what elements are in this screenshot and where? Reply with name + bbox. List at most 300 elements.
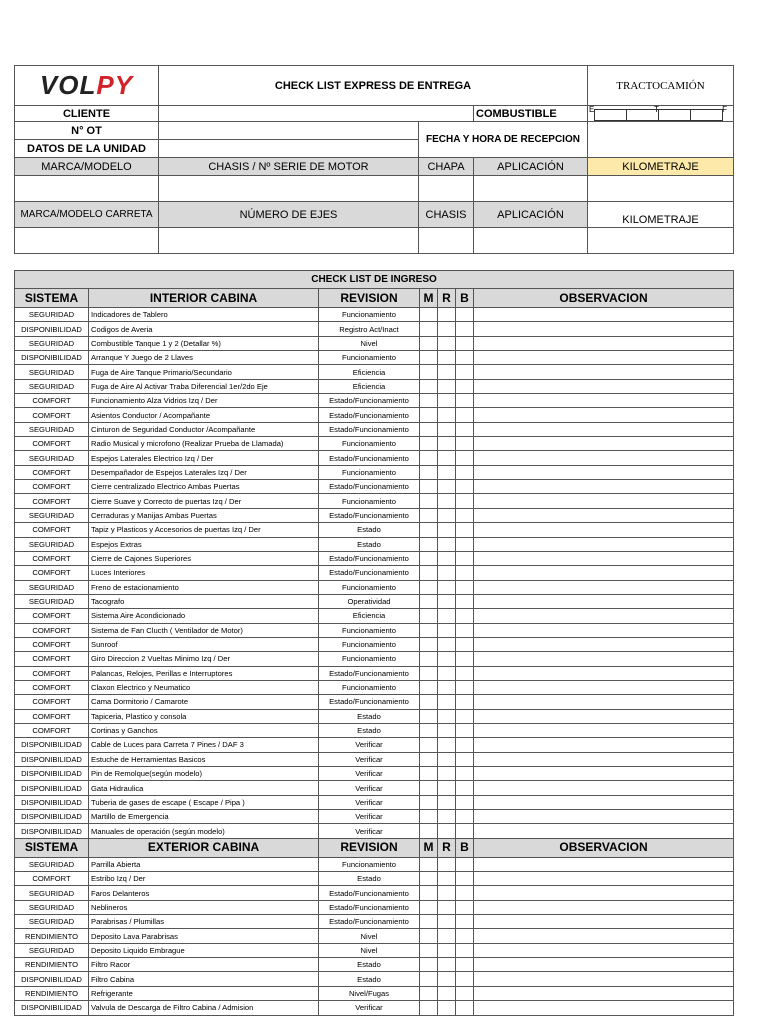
check-b[interactable] [456, 623, 474, 637]
check-b[interactable] [456, 929, 474, 943]
check-r[interactable] [438, 365, 456, 379]
check-r[interactable] [438, 623, 456, 637]
check-r[interactable] [438, 824, 456, 838]
observacion-cell[interactable] [474, 752, 734, 766]
observacion-cell[interactable] [474, 824, 734, 838]
r-header: R [438, 838, 456, 857]
check-m[interactable] [420, 422, 438, 436]
checklist-row [15, 723, 734, 737]
check-m[interactable] [420, 986, 438, 1000]
check-r[interactable] [438, 695, 456, 709]
check-m[interactable] [420, 551, 438, 565]
observacion-cell[interactable] [474, 580, 734, 594]
check-r[interactable] [438, 795, 456, 809]
check-b[interactable] [456, 723, 474, 737]
check-r[interactable] [438, 609, 456, 623]
check-r[interactable] [438, 494, 456, 508]
check-m[interactable] [420, 322, 438, 336]
check-r[interactable] [438, 422, 456, 436]
check-m[interactable] [420, 451, 438, 465]
check-b[interactable] [456, 738, 474, 752]
observacion-cell[interactable] [474, 915, 734, 929]
check-b[interactable] [456, 781, 474, 795]
observacion-cell[interactable] [474, 1001, 734, 1015]
observacion-cell[interactable] [474, 872, 734, 886]
checklist-row [15, 915, 734, 929]
kilometraje-carreta-label: KILOMETRAJE [588, 202, 734, 228]
check-b[interactable] [456, 308, 474, 322]
r-header: R [438, 289, 456, 308]
check-m[interactable] [420, 886, 438, 900]
check-b[interactable] [456, 566, 474, 580]
checklist-row [15, 480, 734, 494]
check-m[interactable] [420, 872, 438, 886]
check-m[interactable] [420, 379, 438, 393]
check-r[interactable] [438, 379, 456, 393]
check-r[interactable] [438, 872, 456, 886]
check-r[interactable] [438, 767, 456, 781]
check-m[interactable] [420, 695, 438, 709]
observacion-cell[interactable] [474, 594, 734, 608]
check-b[interactable] [456, 958, 474, 972]
check-b[interactable] [456, 824, 474, 838]
check-b[interactable] [456, 394, 474, 408]
cliente-field[interactable] [159, 106, 474, 122]
item-cell: Arranque Y Juego de 2 Llaves [89, 351, 319, 365]
check-m[interactable] [420, 958, 438, 972]
ejes-field[interactable] [159, 228, 419, 254]
sistema-cell: SEGURIDAD [15, 508, 89, 522]
observacion-cell[interactable] [474, 943, 734, 957]
checklist-row [15, 566, 734, 580]
check-m[interactable] [420, 351, 438, 365]
ot-field[interactable] [159, 122, 419, 140]
check-r[interactable] [438, 738, 456, 752]
check-b[interactable] [456, 422, 474, 436]
revision-cell: Nivel [319, 943, 420, 957]
observacion-cell[interactable] [474, 365, 734, 379]
fuel-gauge[interactable] [588, 106, 734, 122]
revision-cell: Funcionamiento [319, 437, 420, 451]
check-r[interactable] [438, 408, 456, 422]
check-m[interactable] [420, 566, 438, 580]
observacion-cell[interactable] [474, 709, 734, 723]
check-m[interactable] [420, 824, 438, 838]
check-m[interactable] [420, 795, 438, 809]
revision-cell: Estado [319, 709, 420, 723]
observacion-cell[interactable] [474, 609, 734, 623]
observacion-cell[interactable] [474, 767, 734, 781]
observacion-cell[interactable] [474, 408, 734, 422]
vehicle-type: TRACTOCAMIÓN [588, 66, 734, 106]
revision-cell: Funcionamiento [319, 680, 420, 694]
check-r[interactable] [438, 523, 456, 537]
check-r[interactable] [438, 451, 456, 465]
check-r[interactable] [438, 752, 456, 766]
observacion-cell[interactable] [474, 666, 734, 680]
item-cell: Refrigerante [89, 986, 319, 1000]
observacion-cell[interactable] [474, 680, 734, 694]
check-m[interactable] [420, 494, 438, 508]
m-header: M [420, 289, 438, 308]
check-m[interactable] [420, 943, 438, 957]
check-r[interactable] [438, 915, 456, 929]
sistema-header: SISTEMA [15, 289, 89, 308]
checklist-row [15, 465, 734, 479]
combustible-label: COMBUSTIBLE [474, 106, 588, 122]
check-b[interactable] [456, 709, 474, 723]
check-m[interactable] [420, 738, 438, 752]
fuel-mark-t: T [654, 105, 659, 114]
check-b[interactable] [456, 480, 474, 494]
sistema-cell: DISPONIBILIDAD [15, 824, 89, 838]
check-b[interactable] [456, 365, 474, 379]
aplicacion-carreta-field[interactable] [474, 228, 588, 254]
item-cell: Tapiz y Plasticos y Accesorios de puertas Izq / Der [89, 523, 319, 537]
kilometraje-label: KILOMETRAJE [588, 158, 734, 176]
item-cell: Cierre centralizado Electrico Ambas Puertas [89, 480, 319, 494]
sistema-cell: DISPONIBILIDAD [15, 738, 89, 752]
observacion-cell[interactable] [474, 437, 734, 451]
check-m[interactable] [420, 972, 438, 986]
item-cell: Faros Delanteros [89, 886, 319, 900]
check-m[interactable] [420, 480, 438, 494]
checklist-row [15, 308, 734, 322]
check-r[interactable] [438, 336, 456, 350]
item-cell: Neblineros [89, 900, 319, 914]
check-r[interactable] [438, 886, 456, 900]
check-m[interactable] [420, 609, 438, 623]
checklist-row [15, 752, 734, 766]
logo-text: VOLPY [39, 70, 134, 100]
check-b[interactable] [456, 609, 474, 623]
check-b[interactable] [456, 986, 474, 1000]
check-m[interactable] [420, 465, 438, 479]
check-b[interactable] [456, 551, 474, 565]
check-b[interactable] [456, 494, 474, 508]
observacion-cell[interactable] [474, 336, 734, 350]
check-b[interactable] [456, 437, 474, 451]
check-r[interactable] [438, 958, 456, 972]
check-b[interactable] [456, 508, 474, 522]
check-b[interactable] [456, 465, 474, 479]
observacion-cell[interactable] [474, 929, 734, 943]
sistema-cell: COMFORT [15, 551, 89, 565]
observacion-cell[interactable] [474, 508, 734, 522]
sistema-cell: DISPONIBILIDAD [15, 795, 89, 809]
revision-cell: Operatividad [319, 594, 420, 608]
observacion-cell[interactable] [474, 422, 734, 436]
check-r[interactable] [438, 723, 456, 737]
chasis-label: CHASIS [419, 202, 474, 228]
check-r[interactable] [438, 308, 456, 322]
observacion-cell[interactable] [474, 537, 734, 551]
check-r[interactable] [438, 465, 456, 479]
observacion-cell[interactable] [474, 566, 734, 580]
check-b[interactable] [456, 795, 474, 809]
check-r[interactable] [438, 508, 456, 522]
kilometraje-field[interactable] [588, 176, 734, 202]
check-b[interactable] [456, 886, 474, 900]
checklist-row [15, 580, 734, 594]
sistema-cell: SEGURIDAD [15, 537, 89, 551]
check-m[interactable] [420, 752, 438, 766]
item-cell: Tuberia de gases de escape ( Escape / Pipa ) [89, 795, 319, 809]
observacion-cell[interactable] [474, 900, 734, 914]
check-r[interactable] [438, 394, 456, 408]
check-m[interactable] [420, 594, 438, 608]
checklist-row [15, 767, 734, 781]
marca-modelo-field[interactable] [15, 176, 159, 202]
sistema-cell: COMFORT [15, 666, 89, 680]
check-m[interactable] [420, 623, 438, 637]
observacion-cell[interactable] [474, 652, 734, 666]
check-r[interactable] [438, 637, 456, 651]
observacion-cell[interactable] [474, 494, 734, 508]
observacion-cell[interactable] [474, 322, 734, 336]
observacion-cell[interactable] [474, 886, 734, 900]
check-r[interactable] [438, 781, 456, 795]
revision-cell: Nivel [319, 929, 420, 943]
check-r[interactable] [438, 580, 456, 594]
observacion-cell[interactable] [474, 308, 734, 322]
check-b[interactable] [456, 915, 474, 929]
observacion-cell[interactable] [474, 465, 734, 479]
check-r[interactable] [438, 652, 456, 666]
revision-cell: Estado/Funcionamiento [319, 566, 420, 580]
sistema-cell: DISPONIBILIDAD [15, 351, 89, 365]
item-cell: Funcionamiento Alza Vidrios Izq / Der [89, 394, 319, 408]
check-m[interactable] [420, 810, 438, 824]
fecha-field[interactable] [588, 122, 734, 158]
check-m[interactable] [420, 394, 438, 408]
check-b[interactable] [456, 680, 474, 694]
item-cell: Estribo Izq / Der [89, 872, 319, 886]
sistema-cell: COMFORT [15, 437, 89, 451]
sistema-cell: DISPONIBILIDAD [15, 1001, 89, 1015]
checklist-row [15, 709, 734, 723]
check-b[interactable] [456, 451, 474, 465]
check-r[interactable] [438, 351, 456, 365]
revision-cell: Estado/Funcionamiento [319, 695, 420, 709]
check-b[interactable] [456, 943, 474, 957]
item-cell: Sunroof [89, 637, 319, 651]
observacion-cell[interactable] [474, 623, 734, 637]
page-title: CHECK LIST EXPRESS DE ENTREGA [159, 66, 588, 106]
check-m[interactable] [420, 857, 438, 871]
revision-cell: Nivel [319, 336, 420, 350]
revision-cell: Verificar [319, 752, 420, 766]
marca-carreta-label: MARCA/MODELO CARRETA [15, 202, 159, 228]
check-m[interactable] [420, 915, 438, 929]
check-b[interactable] [456, 857, 474, 871]
check-r[interactable] [438, 437, 456, 451]
check-b[interactable] [456, 1001, 474, 1015]
checklist-row [15, 900, 734, 914]
check-b[interactable] [456, 752, 474, 766]
check-r[interactable] [438, 680, 456, 694]
observacion-cell[interactable] [474, 738, 734, 752]
check-m[interactable] [420, 508, 438, 522]
check-b[interactable] [456, 666, 474, 680]
check-b[interactable] [456, 351, 474, 365]
item-cell: Filtro Cabina [89, 972, 319, 986]
sistema-cell: SEGURIDAD [15, 857, 89, 871]
observacion-cell[interactable] [474, 810, 734, 824]
sistema-cell: DISPONIBILIDAD [15, 810, 89, 824]
sistema-cell: SEGURIDAD [15, 943, 89, 957]
check-b[interactable] [456, 872, 474, 886]
check-r[interactable] [438, 900, 456, 914]
check-b[interactable] [456, 594, 474, 608]
sistema-header: SISTEMA [15, 838, 89, 857]
check-m[interactable] [420, 365, 438, 379]
check-b[interactable] [456, 379, 474, 393]
revision-cell: Verificar [319, 824, 420, 838]
check-m[interactable] [420, 437, 438, 451]
observacion-cell[interactable] [474, 480, 734, 494]
observacion-cell[interactable] [474, 394, 734, 408]
check-r[interactable] [438, 943, 456, 957]
check-b[interactable] [456, 408, 474, 422]
observacion-cell[interactable] [474, 781, 734, 795]
check-b[interactable] [456, 336, 474, 350]
check-r[interactable] [438, 322, 456, 336]
observacion-cell[interactable] [474, 637, 734, 651]
check-m[interactable] [420, 666, 438, 680]
check-m[interactable] [420, 723, 438, 737]
check-b[interactable] [456, 767, 474, 781]
sistema-cell: RENDIMIENTO [15, 986, 89, 1000]
observacion-cell[interactable] [474, 351, 734, 365]
observacion-cell[interactable] [474, 523, 734, 537]
observacion-header: OBSERVACION [474, 838, 734, 857]
revision-cell: Estado [319, 523, 420, 537]
kilometraje-carreta-field[interactable] [588, 228, 734, 254]
item-cell: Martillo de Emergencia [89, 810, 319, 824]
check-b[interactable] [456, 537, 474, 551]
check-m[interactable] [420, 652, 438, 666]
check-m[interactable] [420, 523, 438, 537]
observacion-cell[interactable] [474, 857, 734, 871]
check-m[interactable] [420, 929, 438, 943]
check-m[interactable] [420, 308, 438, 322]
sistema-cell: RENDIMIENTO [15, 929, 89, 943]
chasis-motor-field[interactable] [159, 176, 419, 202]
check-m[interactable] [420, 900, 438, 914]
checklist-row [15, 451, 734, 465]
item-cell: Cortinas y Ganchos [89, 723, 319, 737]
revision-cell: Funcionamiento [319, 308, 420, 322]
observacion-cell[interactable] [474, 723, 734, 737]
sistema-cell: DISPONIBILIDAD [15, 322, 89, 336]
item-cell: Radio Musical y microfono (Realizar Prueba de Llamada) [89, 437, 319, 451]
revision-cell: Registro Act/Inact [319, 322, 420, 336]
checklist-row [15, 943, 734, 957]
check-m[interactable] [420, 580, 438, 594]
check-r[interactable] [438, 929, 456, 943]
check-m[interactable] [420, 1001, 438, 1015]
sistema-cell: COMFORT [15, 408, 89, 422]
observacion-cell[interactable] [474, 986, 734, 1000]
observacion-cell[interactable] [474, 795, 734, 809]
item-cell: Manuales de operación (según modelo) [89, 824, 319, 838]
check-b[interactable] [456, 637, 474, 651]
revision-cell: Estado/Funcionamiento [319, 422, 420, 436]
observacion-cell[interactable] [474, 972, 734, 986]
chapa-field[interactable] [419, 176, 474, 202]
revision-cell: Estado/Funcionamiento [319, 886, 420, 900]
check-r[interactable] [438, 810, 456, 824]
checklist-row [15, 958, 734, 972]
item-cell: Cerraduras y Manijas Ambas Puertas [89, 508, 319, 522]
check-b[interactable] [456, 695, 474, 709]
sistema-cell: COMFORT [15, 709, 89, 723]
observacion-cell[interactable] [474, 379, 734, 393]
check-m[interactable] [420, 537, 438, 551]
revision-cell: Funcionamiento [319, 652, 420, 666]
checklist-row [15, 422, 734, 436]
observacion-cell[interactable] [474, 958, 734, 972]
check-m[interactable] [420, 767, 438, 781]
check-m[interactable] [420, 781, 438, 795]
check-r[interactable] [438, 480, 456, 494]
checklist-row [15, 394, 734, 408]
check-m[interactable] [420, 680, 438, 694]
sistema-cell: DISPONIBILIDAD [15, 781, 89, 795]
observacion-cell[interactable] [474, 551, 734, 565]
m-header: M [420, 838, 438, 857]
check-m[interactable] [420, 709, 438, 723]
check-m[interactable] [420, 637, 438, 651]
check-b[interactable] [456, 523, 474, 537]
check-r[interactable] [438, 666, 456, 680]
marca-carreta-field[interactable] [15, 228, 159, 254]
check-r[interactable] [438, 857, 456, 871]
check-b[interactable] [456, 580, 474, 594]
check-r[interactable] [438, 551, 456, 565]
check-b[interactable] [456, 972, 474, 986]
check-r[interactable] [438, 537, 456, 551]
revision-header: REVISION [319, 838, 420, 857]
revision-cell: Estado [319, 723, 420, 737]
chasis-carreta-field[interactable] [419, 228, 474, 254]
aplicacion-field[interactable] [474, 176, 588, 202]
check-r[interactable] [438, 709, 456, 723]
check-r[interactable] [438, 594, 456, 608]
sistema-cell: SEGURIDAD [15, 422, 89, 436]
check-r[interactable] [438, 972, 456, 986]
sistema-cell: SEGURIDAD [15, 379, 89, 393]
sistema-cell: SEGURIDAD [15, 594, 89, 608]
check-b[interactable] [456, 900, 474, 914]
revision-cell: Estado/Funcionamiento [319, 551, 420, 565]
checklist-row [15, 857, 734, 871]
observacion-cell[interactable] [474, 695, 734, 709]
check-r[interactable] [438, 566, 456, 580]
sistema-cell: DISPONIBILIDAD [15, 752, 89, 766]
check-b[interactable] [456, 810, 474, 824]
datos-field[interactable] [159, 140, 419, 158]
check-r[interactable] [438, 986, 456, 1000]
revision-cell: Estado/Funcionamiento [319, 451, 420, 465]
check-m[interactable] [420, 408, 438, 422]
observacion-cell[interactable] [474, 451, 734, 465]
check-r[interactable] [438, 1001, 456, 1015]
check-m[interactable] [420, 336, 438, 350]
check-b[interactable] [456, 322, 474, 336]
check-b[interactable] [456, 652, 474, 666]
